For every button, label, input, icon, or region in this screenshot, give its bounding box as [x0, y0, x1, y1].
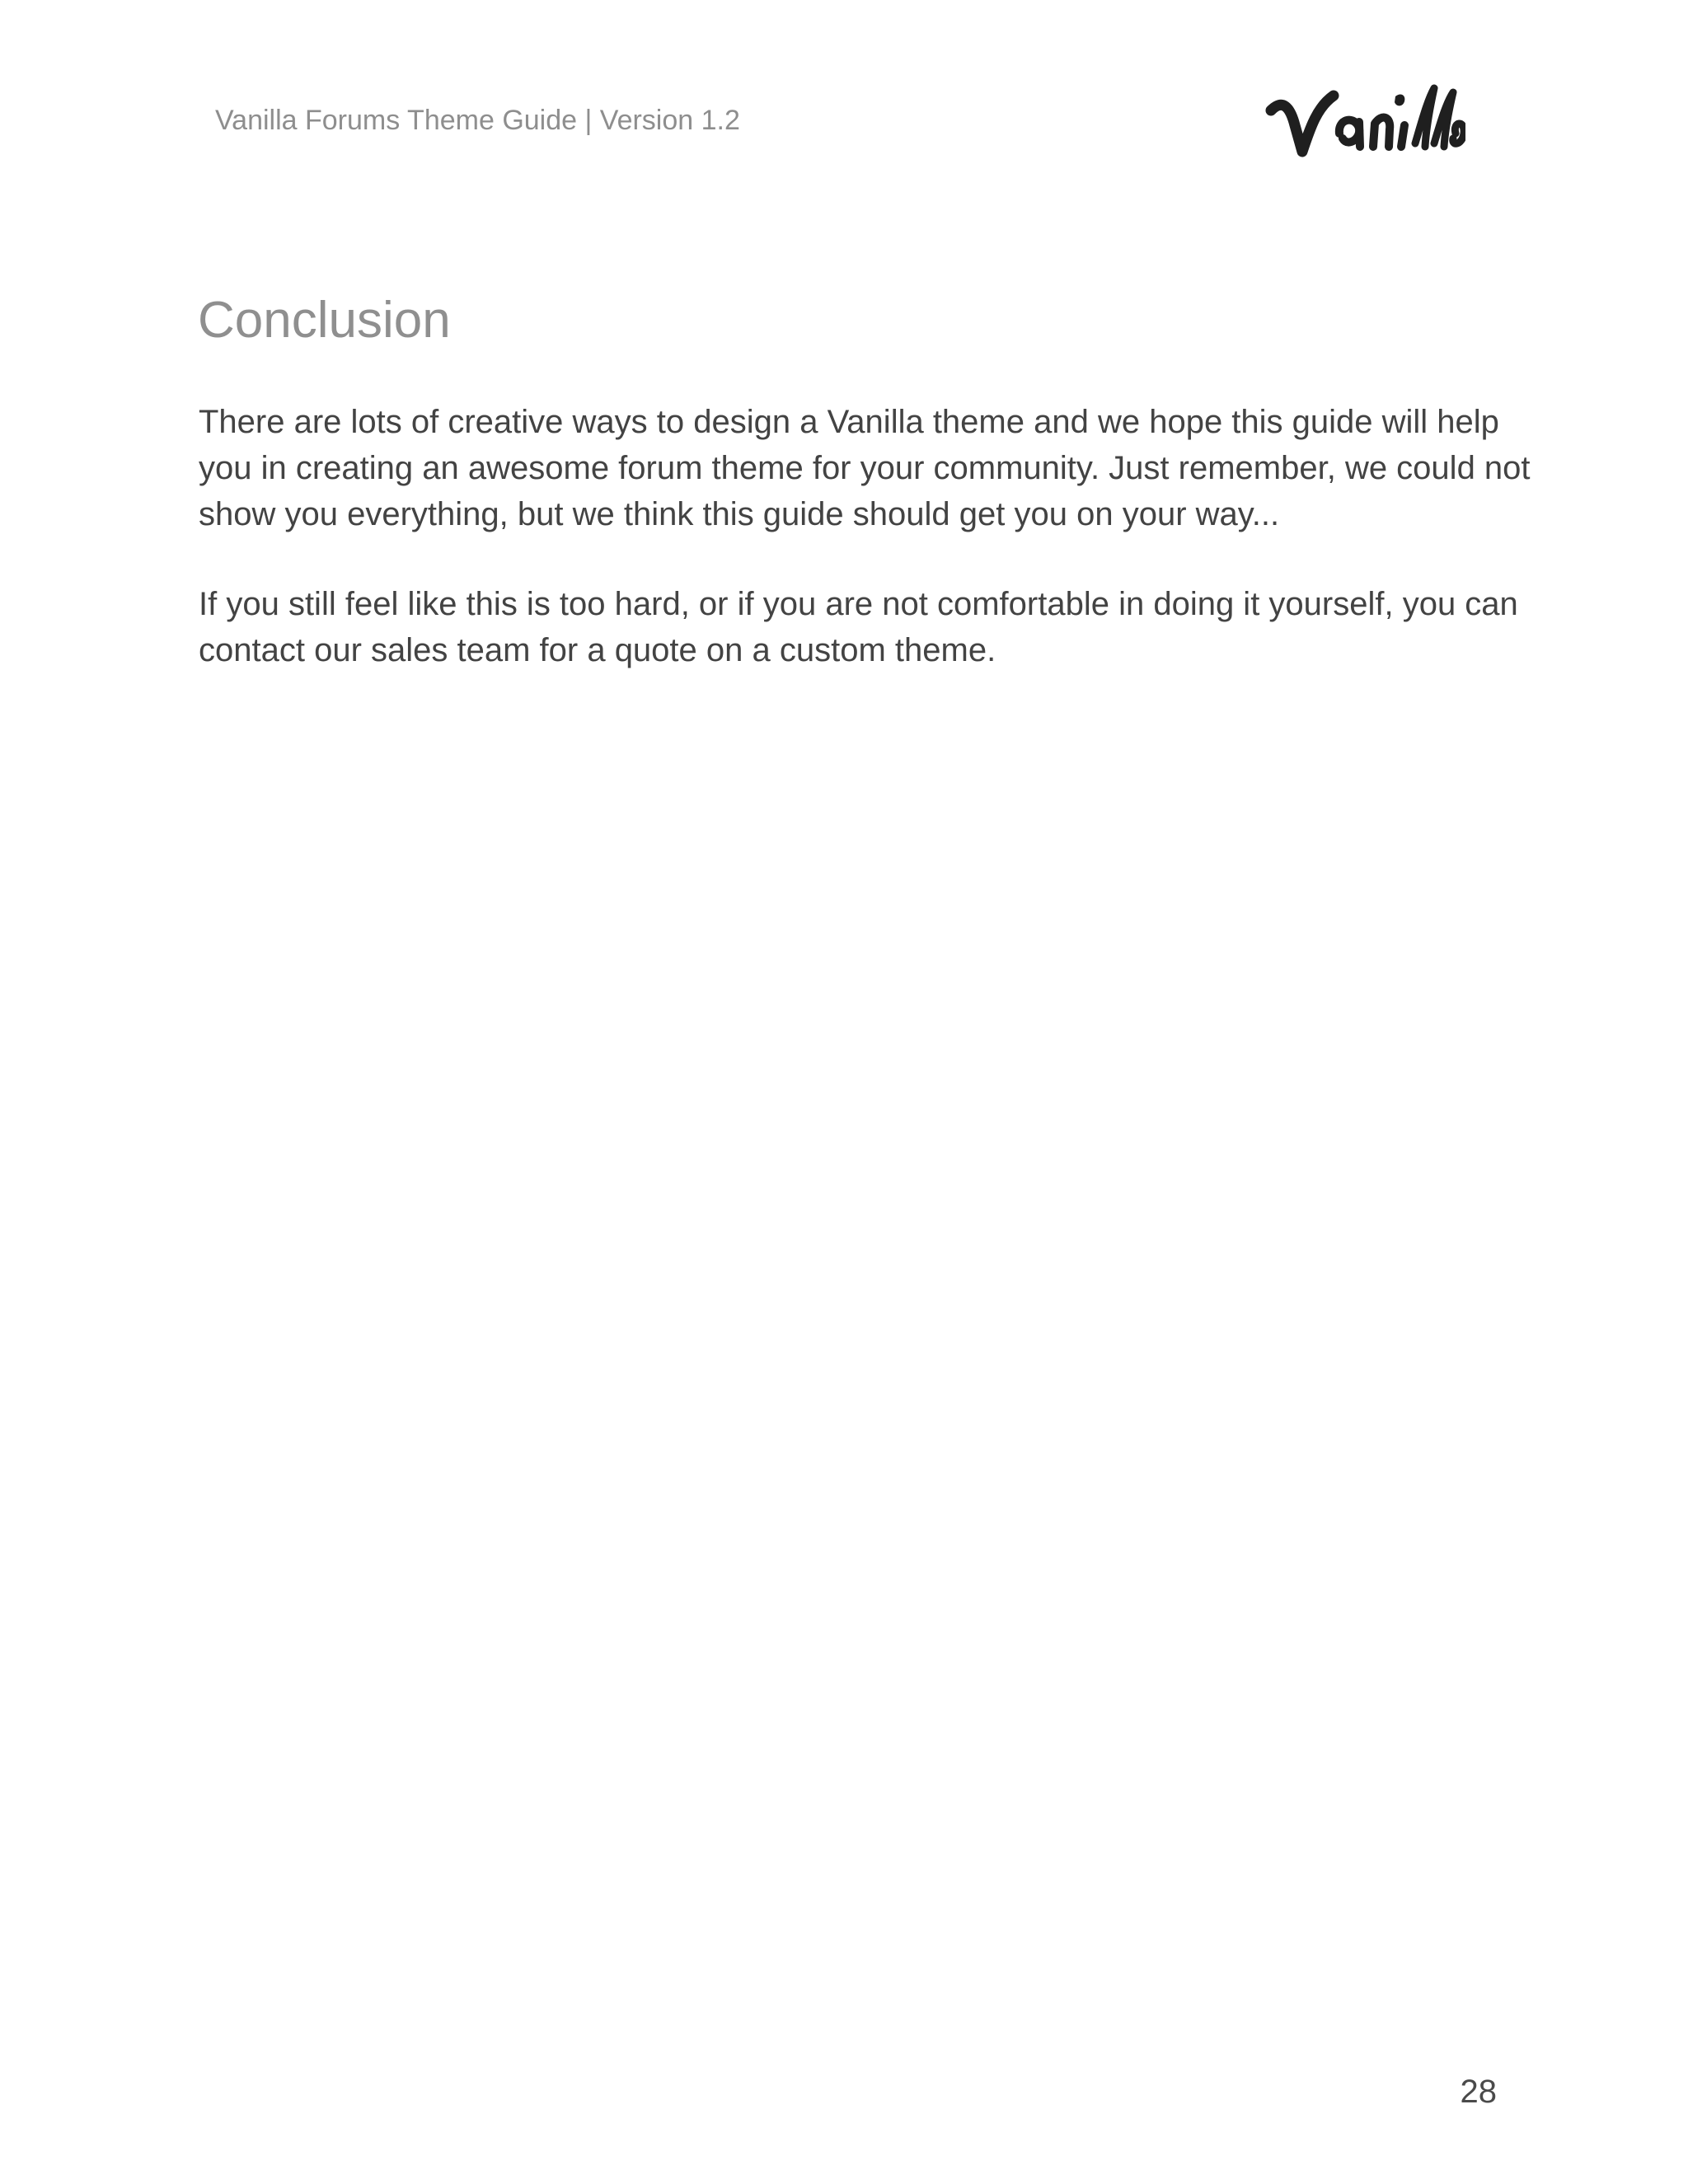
page-number: 28 — [1460, 2074, 1497, 2110]
vanilla-logo — [1259, 76, 1465, 166]
section-heading: Conclusion — [198, 292, 451, 349]
paragraph-line: contact our sales team for a quote on a custom theme. — [199, 632, 996, 668]
paragraph-line: show you everything, but we think this guide should get you on your way... — [199, 496, 1280, 532]
document-header-title: Vanilla Forums Theme Guide | Version 1.2 — [215, 105, 740, 136]
conclusion-paragraph-2 — [199, 581, 1559, 673]
paragraph-line: There are lots of creative ways to design a Vanilla theme and we hope this guide will help — [199, 404, 1499, 440]
conclusion-paragraph-1 — [199, 399, 1559, 537]
paragraph-line: If you still feel like this is too hard, or if you are not comfortable in doing it yourself, you can — [199, 586, 1518, 622]
paragraph-line: you in creating an awesome forum theme for your community. Just remember, we could not — [199, 450, 1531, 486]
